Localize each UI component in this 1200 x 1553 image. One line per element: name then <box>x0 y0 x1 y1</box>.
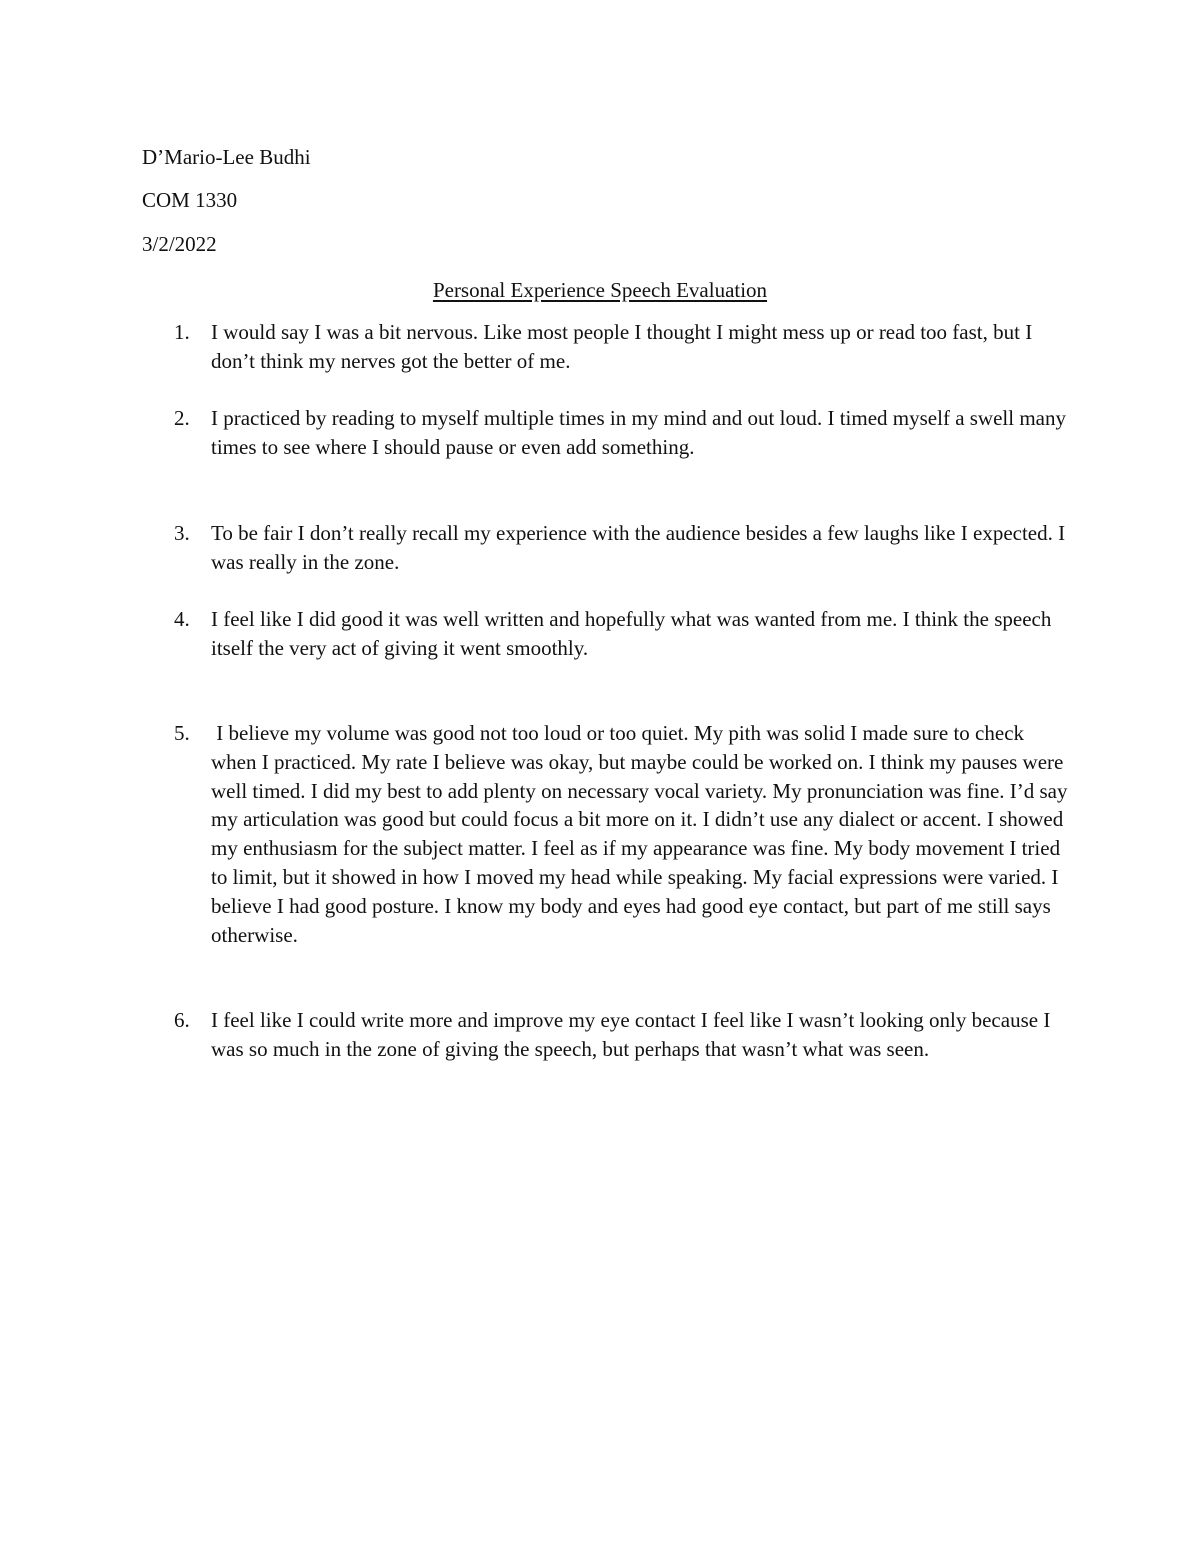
list-item-text: I feel like I could write more and improve my eye contact I feel like I wasn’t looking only because I was so much in the zone of giving the speech, but perhaps that wasn’t what was seen. <box>211 1008 1051 1061</box>
list-item-text: I believe my volume was good not too loud or too quiet. My pith was solid I made sure to check when I practiced. My rate I believe was okay, but maybe could be worked on. I think my pauses were well timed. I did my best to add plenty on necessary vocal variety. My pronunciation was fine. I’d say my articulation was good but could focus a bit more on it. I didn’t use any dialect or accent. I showed my enthusiasm for the subject matter. I feel as if my appearance was fine. My body movement I tried to limit, but it showed in how I moved my head while speaking. My facial expressions were varied. I believe I had good posture. I know my body and eyes had good eye contact, but part of me still says otherwise. <box>211 721 1073 947</box>
list-item-number: 1. <box>174 320 190 344</box>
author-name: D’Mario-Lee Budhi <box>142 145 311 169</box>
document-title: Personal Experience Speech Evaluation <box>432 278 768 302</box>
list-item-number: 4. <box>174 607 190 631</box>
document-date: 3/2/2022 <box>142 232 217 256</box>
course-code: COM 1330 <box>142 188 238 212</box>
list-item-text: I feel like I did good it was well written and hopefully what was wanted from me. I think the speech itself the very act of giving it went smoothly. <box>211 607 1052 660</box>
list-item-text: I would say I was a bit nervous. Like most people I thought I might mess up or read too fast, but I don’t think my nerves got the better of me. <box>211 320 1033 373</box>
list-item-text: To be fair I don’t really recall my experience with the audience besides a few laughs like I expected. I was really in the zone. <box>211 521 1066 574</box>
list-item-number: 5. <box>174 721 190 745</box>
list-item-number: 3. <box>174 521 190 545</box>
list-item-number: 6. <box>174 1008 190 1032</box>
list-item-text: I practiced by reading to myself multiple times in my mind and out loud. I timed myself a swell many times to see where I should pause or even add something. <box>211 406 1066 459</box>
list-item-number: 2. <box>174 406 190 430</box>
